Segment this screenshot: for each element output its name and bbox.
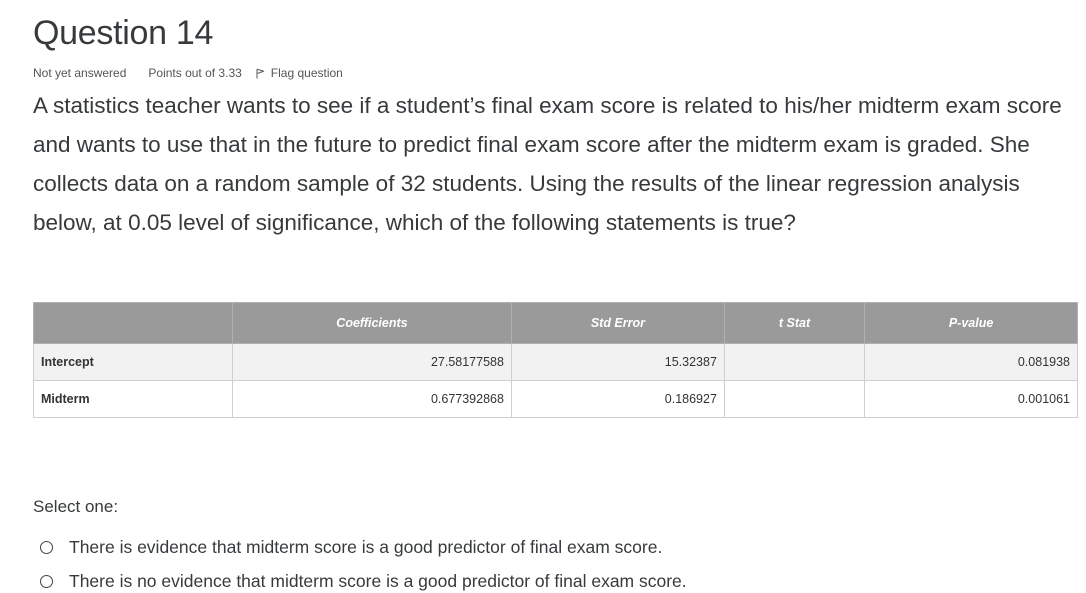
table-cell-coefficient: 27.58177588 (233, 344, 512, 381)
table-cell-std-error: 0.186927 (511, 381, 724, 418)
answer-options (40, 530, 687, 593)
answer-option-2[interactable] (40, 564, 687, 593)
radio-button-icon[interactable] (40, 541, 53, 554)
table-header-std-error: Std Error (511, 303, 724, 344)
table-header-row (34, 303, 1078, 344)
table-cell-label: Intercept (34, 344, 233, 381)
question-info (33, 66, 343, 80)
question-grade: Points out of 3.33 (148, 66, 242, 80)
question-text: A statistics teacher wants to see if a student’s final exam score is related to his/her midterm exam score and wants to use that in the future to predict final exam score after the midterm exam is graded. She collects data on a random sample of 32 students. Using the results of the linear regression analysis below, at 0.05 level of significance, which of the following statements is true? (33, 93, 1062, 235)
table-row (34, 344, 1078, 381)
table-cell-t-stat (724, 381, 864, 418)
answer-option-1[interactable] (40, 530, 687, 564)
table-header-corner (34, 303, 233, 344)
question-title: Question 14 (33, 14, 214, 52)
table-cell-std-error: 15.32387 (511, 344, 724, 381)
table-cell-p-value: 0.001061 (865, 381, 1078, 418)
flag-question-label: Flag question (270, 66, 343, 80)
flag-question-link[interactable] (256, 66, 343, 80)
table-header-p-value: P-value (865, 303, 1078, 344)
table-cell-p-value: 0.081938 (865, 344, 1078, 381)
question-state: Not yet answered (33, 66, 127, 80)
answer-prompt: Select one: (33, 497, 119, 516)
table-header-coefficients: Coefficients (233, 303, 512, 344)
table-row (34, 381, 1078, 418)
table-cell-t-stat (724, 344, 864, 381)
answer-option-label: There is evidence that midterm score is a good predictor of final exam score. (69, 536, 663, 557)
table-cell-coefficient: 0.677392868 (233, 381, 512, 418)
answer-option-label: There is no evidence that midterm score is a good predictor of final exam score. (69, 570, 687, 591)
radio-button-icon[interactable] (40, 575, 53, 588)
table-header-t-stat: t Stat (724, 303, 864, 344)
table-cell-label: Midterm (34, 381, 233, 418)
flag-icon (256, 68, 265, 79)
regression-table (33, 302, 1078, 418)
